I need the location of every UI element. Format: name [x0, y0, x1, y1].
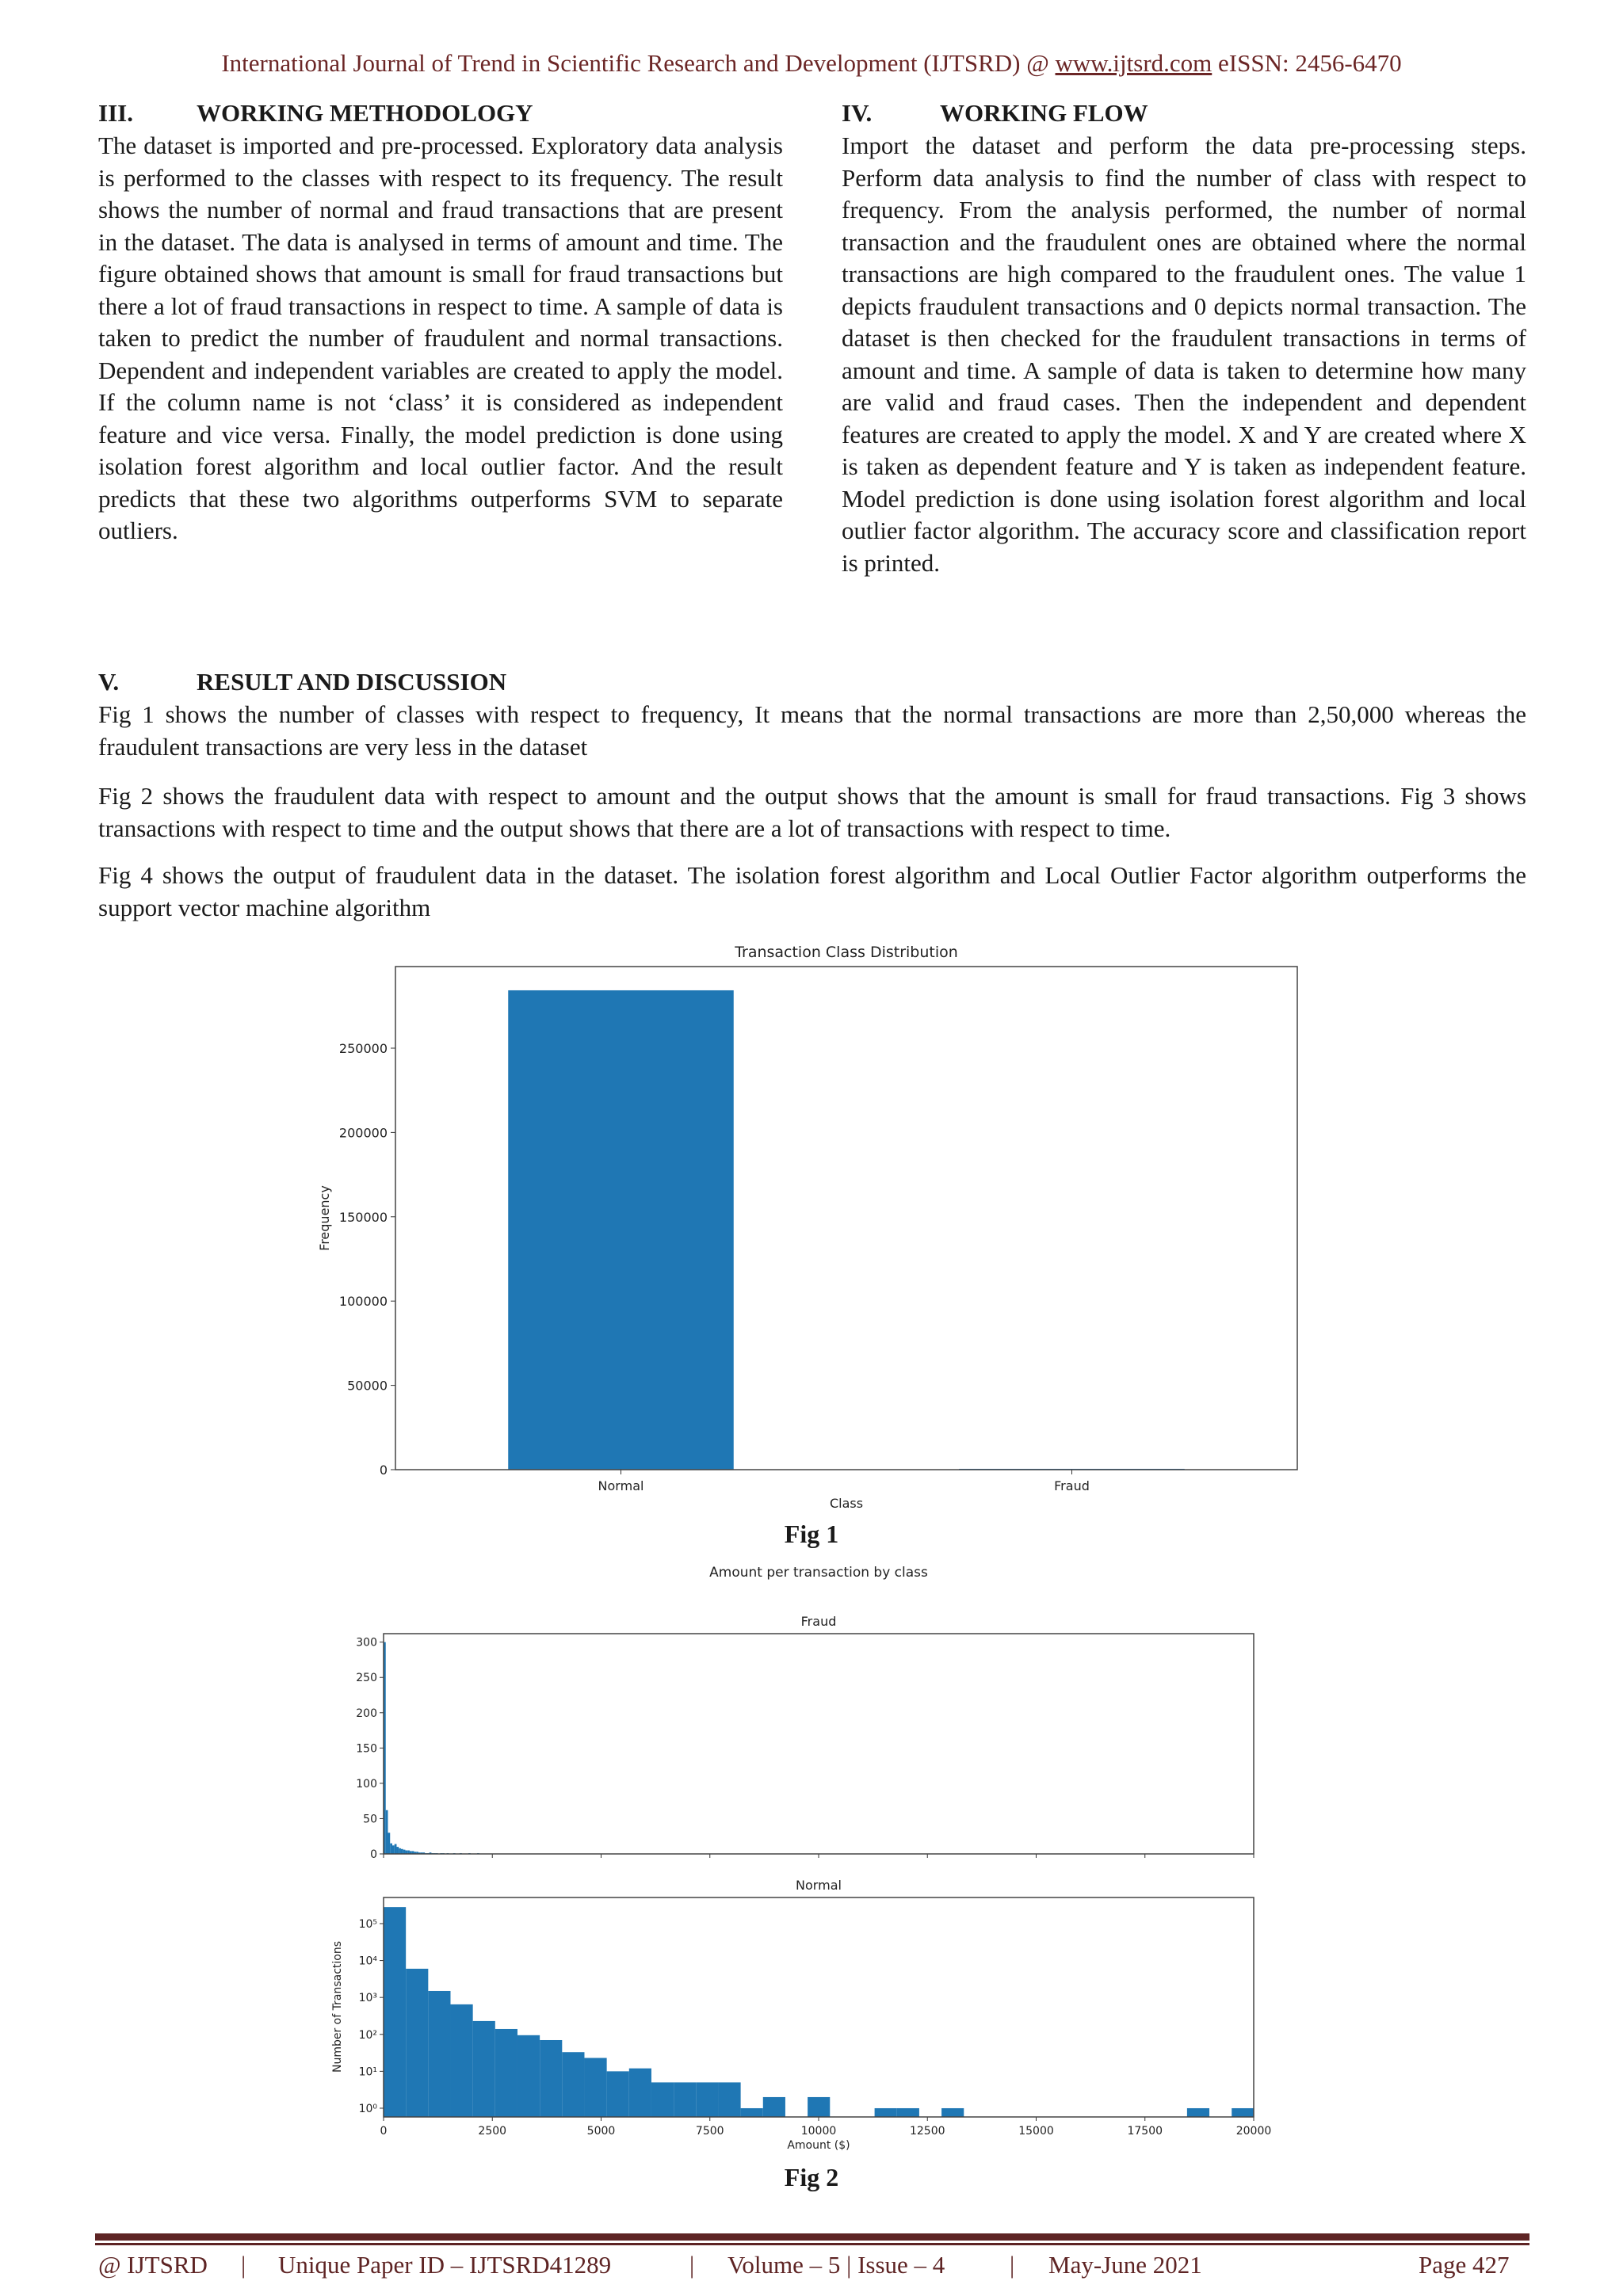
- x-tick-label: Fraud: [1054, 1478, 1090, 1493]
- histogram-bar: [495, 2029, 517, 2117]
- panel-title: Normal: [796, 1878, 842, 1893]
- y-tick-label: 10⁵: [358, 1917, 377, 1931]
- y-tick-label: 100000: [338, 1294, 388, 1310]
- x-tick-label: 10000: [800, 2125, 837, 2138]
- histogram-bar: [1232, 2108, 1254, 2117]
- histogram-bar: [388, 1833, 390, 1854]
- histogram-bar: [562, 2052, 584, 2117]
- y-tick-label: 10¹: [358, 2065, 377, 2079]
- section-heading-flow: [842, 97, 1148, 130]
- footer-paper-id: Unique Paper ID – IJTSRD41289: [278, 2251, 612, 2279]
- histogram-bar: [897, 2108, 919, 2117]
- issn: eISSN: 2456-6470: [1218, 49, 1402, 77]
- histogram-bar: [808, 2097, 830, 2117]
- y-tick-label: 10⁰: [358, 2102, 377, 2115]
- histogram-bar: [584, 2058, 606, 2117]
- footer-page-number: Page 427: [1419, 2251, 1510, 2279]
- histogram-bar: [396, 1847, 399, 1854]
- histogram-bar: [763, 2097, 785, 2117]
- x-tick-label: 15000: [1018, 2125, 1054, 2138]
- y-tick-label: 200: [356, 1707, 377, 1720]
- x-tick-label: 20000: [1235, 2125, 1272, 2138]
- results-paragraph: Fig 4 shows the output of fraudulent data in the dataset. The isolation forest algorithm and Local Outlier Factor algorithm outperforms the support vector machine algorithm: [98, 861, 1526, 921]
- y-tick-label: 250: [356, 1672, 377, 1685]
- section-heading-methodology: [98, 97, 533, 130]
- histogram-bar: [403, 1850, 406, 1854]
- y-axis-label: Frequency: [317, 1185, 332, 1251]
- bar-normal: [508, 990, 734, 1470]
- histogram-bar: [875, 2108, 897, 2117]
- histogram-bar: [517, 2035, 540, 2117]
- figure-caption: Fig 1: [784, 1520, 839, 1548]
- chart-suptitle: Amount per transaction by class: [709, 1565, 928, 1581]
- histogram-bar: [395, 1844, 397, 1854]
- section-title: WORKING METHODOLOGY: [197, 99, 533, 127]
- histogram-bar: [401, 1849, 403, 1854]
- results-paragraph: Fig 1 shows the number of classes with respect to frequency, It means that the normal transactions are more than 2,50,000 whereas the fraudulent transactions are very less in the dataset: [98, 700, 1526, 761]
- y-tick-label: 100: [356, 1777, 377, 1791]
- histogram-bar: [390, 1844, 392, 1854]
- y-tick-label: 10²: [358, 2028, 377, 2042]
- y-tick-label: 50: [363, 1813, 377, 1826]
- histogram-bar: [696, 2082, 718, 2117]
- chart-title: Transaction Class Distribution: [735, 944, 958, 961]
- results-paragraph: Fig 2 shows the fraudulent data with respect to amount and the output shows that the amount is small for fraud transactions. Fig 3 shows transactions with respect to time and the output shows that there are a lot of transactions with respect to time.: [98, 782, 1526, 842]
- section-number: III.: [98, 99, 133, 127]
- histogram-bar: [674, 2082, 696, 2117]
- footer-date: May-June 2021: [1048, 2251, 1202, 2279]
- x-tick-label: 5000: [586, 2125, 616, 2138]
- y-tick-label: 300: [356, 1636, 377, 1650]
- footer-separator: |: [241, 2251, 246, 2279]
- histogram-bar: [607, 2071, 629, 2117]
- y-tick-label: 10³: [358, 1992, 377, 2005]
- histogram-bar: [384, 1907, 406, 2117]
- flow-body: Import the dataset and perform the data pre-processing steps. Perform data analysis to find the number of class with respect to frequency. From the analysis performed, the number of normal transaction and the fraudulent ones are obtained where the normal transactions are high compared to the fraudulent ones. The value 1 depicts fraudulent transactions and 0 depicts normal transaction. The dataset is then checked for the fraudulent transactions in terms of amount and time. A sample of data is taken to determine how many are valid and fraud cases. Then the independent and dependent features are created to apply the model. X and Y are created where X is taken as dependent feature and Y is taken as independent feature. Model prediction is done using isolation forest algorithm and local outlier factor algorithm. The accuracy score and classification report is printed.: [842, 132, 1526, 577]
- x-tick-label: 12500: [909, 2125, 945, 2138]
- y-tick-label: 0: [379, 1463, 388, 1478]
- x-tick-label: 17500: [1127, 2125, 1163, 2138]
- y-tick-label: 200000: [338, 1125, 388, 1141]
- panel-title: Fraud: [800, 1614, 837, 1629]
- footer-publisher: @ IJTSRD: [98, 2251, 208, 2279]
- footer-volume-issue: Volume – 5 | Issue – 4: [727, 2251, 945, 2279]
- histogram-bar: [399, 1848, 401, 1854]
- section-title: WORKING FLOW: [940, 99, 1148, 127]
- y-tick-label: 250000: [338, 1040, 388, 1056]
- footer-rule-thin: [95, 2243, 1529, 2245]
- footer-separator: |: [1010, 2251, 1015, 2279]
- plot-frame: [384, 1634, 1254, 1854]
- y-tick-label: 0: [370, 1848, 377, 1861]
- x-axis-label: Amount ($): [787, 2139, 850, 2152]
- transaction-class-distribution-chart: [301, 935, 1331, 1521]
- histogram-bar: [386, 1810, 388, 1854]
- running-header: [0, 49, 1623, 78]
- histogram-bar: [406, 1969, 428, 2117]
- histogram-bar: [741, 2108, 763, 2117]
- histogram-bar: [941, 2108, 964, 2117]
- x-axis-label: Class: [829, 1496, 864, 1511]
- histogram-bar: [629, 2069, 651, 2117]
- footer-separator: |: [689, 2251, 695, 2279]
- section-title: RESULT AND DISCUSSION: [197, 668, 507, 696]
- histogram-bar: [651, 2082, 674, 2117]
- amount-per-transaction-chart: [317, 1561, 1300, 2171]
- histogram-bar: [392, 1845, 395, 1854]
- x-tick-label: 0: [380, 2125, 388, 2138]
- histogram-bar: [540, 2040, 562, 2117]
- footer-rule: [95, 2233, 1529, 2241]
- y-tick-label: 50000: [347, 1378, 388, 1394]
- x-tick-label: Normal: [598, 1478, 644, 1493]
- methodology-body: The dataset is imported and pre-processed. Exploratory data analysis is performed to the classes with respect to its frequency. The result shows the number of normal and fraud transactions that are present in the dataset. The data is analysed in terms of amount and time. The figure obtained shows that amount is small for fraud transactions but there a lot of fraud transactions in respect to time. A sample of data is taken to predict the number of fraudulent and normal transactions. Dependent and independent variables are created to apply the model. If the column name is not ‘class’ it is considered as independent feature and vice versa. Finally, the model prediction is done using isolation forest algorithm and local outlier factor. And the result predicts that these two algorithms outperforms SVM to separate outliers.: [98, 132, 783, 544]
- histogram-bar: [450, 2004, 472, 2117]
- histogram-bar: [473, 2021, 495, 2117]
- histogram-bar: [1187, 2108, 1209, 2117]
- histogram-bar: [718, 2082, 740, 2117]
- journal-link[interactable]: www.ijtsrd.com: [1055, 49, 1212, 77]
- x-tick-label: 2500: [478, 2125, 507, 2138]
- histogram-bar: [428, 1991, 450, 2117]
- y-tick-label: 10⁴: [358, 1955, 377, 1968]
- figure-caption: Fig 2: [784, 2163, 839, 2191]
- y-tick-label: 150000: [338, 1209, 388, 1225]
- x-tick-label: 7500: [695, 2125, 724, 2138]
- section-number: V.: [98, 668, 120, 696]
- y-axis-label: Number of Transactions: [331, 1940, 344, 2073]
- section-heading-results: [98, 666, 506, 699]
- journal-name: International Journal of Trend in Scientific Research and Development (IJTSRD) @: [221, 49, 1049, 77]
- section-number: IV.: [842, 99, 873, 127]
- y-tick-label: 150: [356, 1742, 377, 1756]
